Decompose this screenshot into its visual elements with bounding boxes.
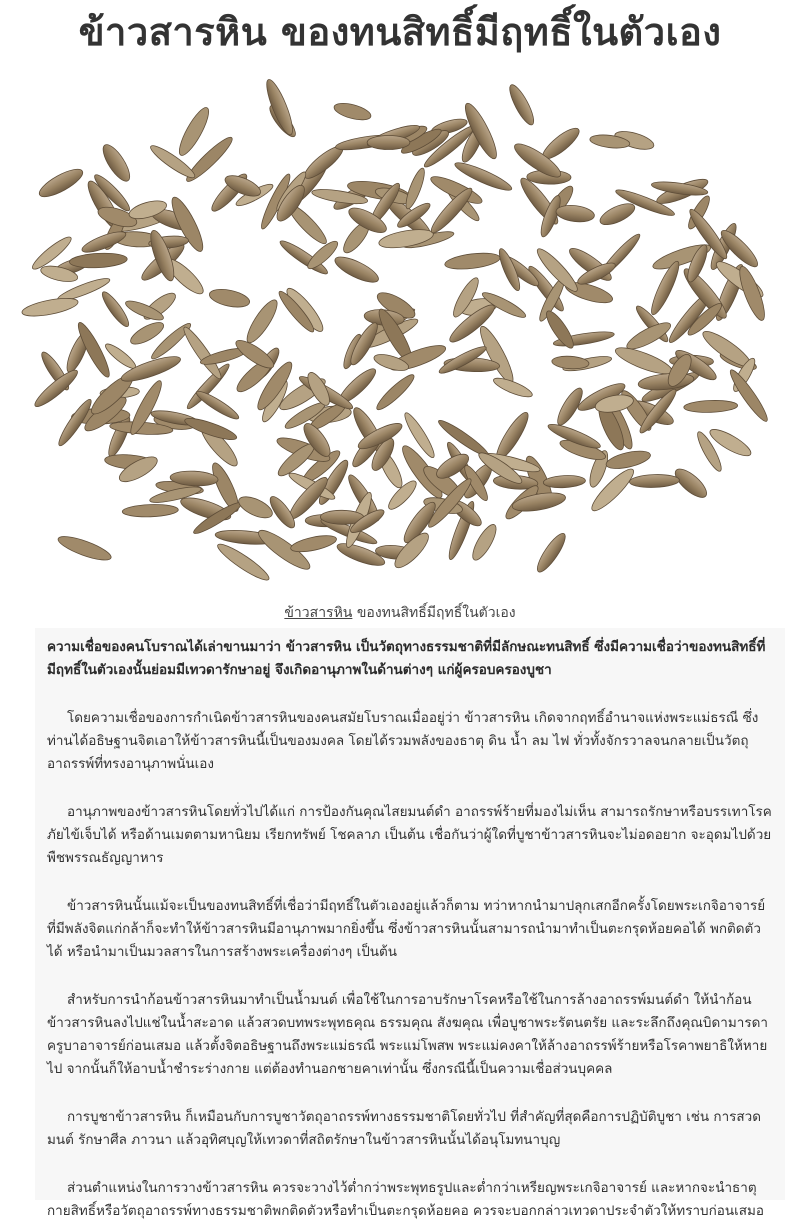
rice-stone-grain xyxy=(551,355,589,370)
rice-stone-grain xyxy=(533,530,569,575)
rice-stone-grain xyxy=(332,100,372,123)
rice-stone-grain xyxy=(21,295,80,320)
rice-stone-grain xyxy=(174,104,213,158)
article-paragraph: ส่วนตำแหน่งในการวางข้าวสารหิน ควรจะวางไว้ต่ำกว่าพระพุทธรูปและต่ำกว่าเหรียญพระเกจิอาจารย์ และหากจะนำธาตุกายสิทธิ์หรือวัตถุอาถรรพ์ทางธรรมชาติพกติดตัวหรือทำเป็นตะกรุดห้อยคอ ควรจะบอกกล่าวเทวดาประจำตัวให้ทราบก่อนเสมอ xyxy=(47,1180,764,1219)
rice-stone-grain xyxy=(69,252,127,269)
rice-stone-grain xyxy=(373,371,417,413)
rice-stone-grain xyxy=(236,492,276,522)
rice-stones-photo xyxy=(6,64,794,598)
rice-stone-grain xyxy=(385,477,420,513)
rice-stone-grain xyxy=(36,164,86,201)
rice-stone-grain xyxy=(506,82,538,128)
caption-link[interactable]: ข้าวสารหิน xyxy=(284,605,353,621)
article-paragraph: ข้าวสารหินนั้นแม้จะเป็นของทนสิทธิ์ที่เชื่อว่ามีฤทธิ์ในตัวเองอยู่แล้วก็ตาม ทว่าหากนำมาปลุกเสกอีกครั้งโดยพระเกจิอาจารย์ที่มีพลังจิตแก่กล้าก็จะทำให้ข้าวสารหินมีอานุภาพมากยิ่งขึ้น ซึ่งข้าวสารหินนั้นสามารถนำมาทำเป็นตะกรุดห้อยคอได้ พกติดตัวได้ หรือนำมาเป็นมวลสารในการสร้างพระเครื่องต่างๆ เป็นต้น xyxy=(47,898,766,960)
rice-stone-grain xyxy=(367,136,410,150)
rice-stone-grain xyxy=(468,521,500,563)
rice-stone-grain xyxy=(597,199,637,228)
rice-stone-grain xyxy=(99,289,133,329)
rice-stone-grain xyxy=(194,388,241,423)
rice-stone-grain xyxy=(605,448,652,472)
rice-stone-grain xyxy=(629,474,679,489)
page-title: ข้าวสารหิน ของทนสิทธิ์มีฤทธิ์ในตัวเอง xyxy=(78,10,722,54)
rice-stone-grain xyxy=(208,286,251,310)
rice-stone-grain xyxy=(735,264,769,323)
article-paragraph: การบูชาข้าวสารหิน ก็เหมือนกับการบูชาวัตถุอาถรรพ์ทางธรรมชาติโดยทั่วไป ที่สำคัญที่สุดคือการปฏิบัติบูชา เช่น การสวดมนต์ รักษาศีล ภาวนา แล้วอุทิศบุญให้เทวดาที่สถิตรักษาในข้าวสารหินนั้นได้อนุโมทนาบุญ xyxy=(47,1109,762,1148)
rice-stone-grain xyxy=(56,532,114,565)
article-lead: ความเชื่อของคนโบราณได้เล่าขานมาว่า ข้าวสารหิน เป็นวัตถุทางธรรมชาติที่มีลักษณะทนสิทธิ์ ซึ่งมีความเชื่อว่าของทนสิทธิ์ที่มีฤทธิ์ในตัวเองนั้นย่อมมีเทวดารักษาอยู่ จึงเกิดอานุภาพในด้านต่างๆ แก่ผู้ครอบครองบูชา xyxy=(47,639,766,678)
rice-stone-grain xyxy=(214,540,272,585)
caption-text: ของทนสิทธิ์มีฤทธิ์ในตัวเอง xyxy=(352,605,516,621)
rice-stone-grain xyxy=(332,252,382,287)
rice-stone-grain xyxy=(262,77,297,137)
rice-stone-grain xyxy=(122,504,178,518)
rice-stone-grain xyxy=(555,203,595,223)
rice-stone-grain xyxy=(475,323,518,386)
rice-stone-grain xyxy=(543,475,586,489)
rice-stone-grain xyxy=(289,532,337,554)
article-body xyxy=(35,628,785,1219)
article-paragraph: สำหรับการนำก้อนข้าวสารหินมาทำเป็นน้ำมนต์ เพื่อใช้ในการอาบรักษาโรคหรือใช้ในการล้างอาถรรพ์มนต์ดำ ให้นำก้อนข้าวสารหินลงไปแช่ในน้ำสะอาด แล้วสวดบทพระพุทธคุณ ธรรมคุณ สังฆคุณ เพื่อบูชาพระรัตนตรัย และระลึกถึงคุณบิดามารดาครูบาอาจารย์ก่อนเสมอ แล้วตั้งจิตอธิษฐานถึงพระแม่ธรณี พระแม่โพสพ พระแม่คงคาให้ล้างอาถรรพ์ร้ายหรือโรคาพยาธิให้หายไป จากนั้นก็ให้อาบน้ำชำระร่างกาย แต่ต้องทำนอกชายคาเท่านั้น ซึ่งกรณีนี้เป็นความเชื่อส่วนบุคคล xyxy=(47,992,768,1077)
rice-stone-grain xyxy=(613,343,675,379)
article-paragraph: อานุภาพของข้าวสารหินโดยทั่วไปได้แก่ การป้องกันคุณไสยมนต์ดำ อาถรรพ์ร้ายที่มองไม่เห็น สามารถรักษาหรือบรรเทาโรคภัยไข้เจ็บได้ หรือด้านเมตตามหานิยม เรียกทรัพย์ โชคลาภ เป็นต้น เชื่อกันว่าผู้ใดที่บูชาข้าวสารหินจะไม่อดอยาก จะอุดมไปด้วยพืชพรรณธัญญาหาร xyxy=(47,804,772,866)
rice-stone-grain xyxy=(444,251,501,272)
photo-caption xyxy=(0,602,800,624)
rice-stone-grain xyxy=(684,400,738,414)
article-paragraph: โดยความเชื่อของการกำเนิดข้าวสารหินของคนสมัยโบราณเมื่ออยู่ว่า ข้าวสารหิน เกิดจากฤทธิ์อำนาจแห่งพระแม่ธรณี ซึ่งท่านได้อธิษฐานจิตเอาให้ข้าวสารหินนี้เป็นของมงคล โดยได้รวมพลังของธาตุ ดิน น้ำ ลม ไฟ ทั่วทั้งจักรวาลจนกลายเป็นวัตถุอาถรรพ์ที่ทรงอานุภาพนั่นเอง xyxy=(47,710,759,772)
